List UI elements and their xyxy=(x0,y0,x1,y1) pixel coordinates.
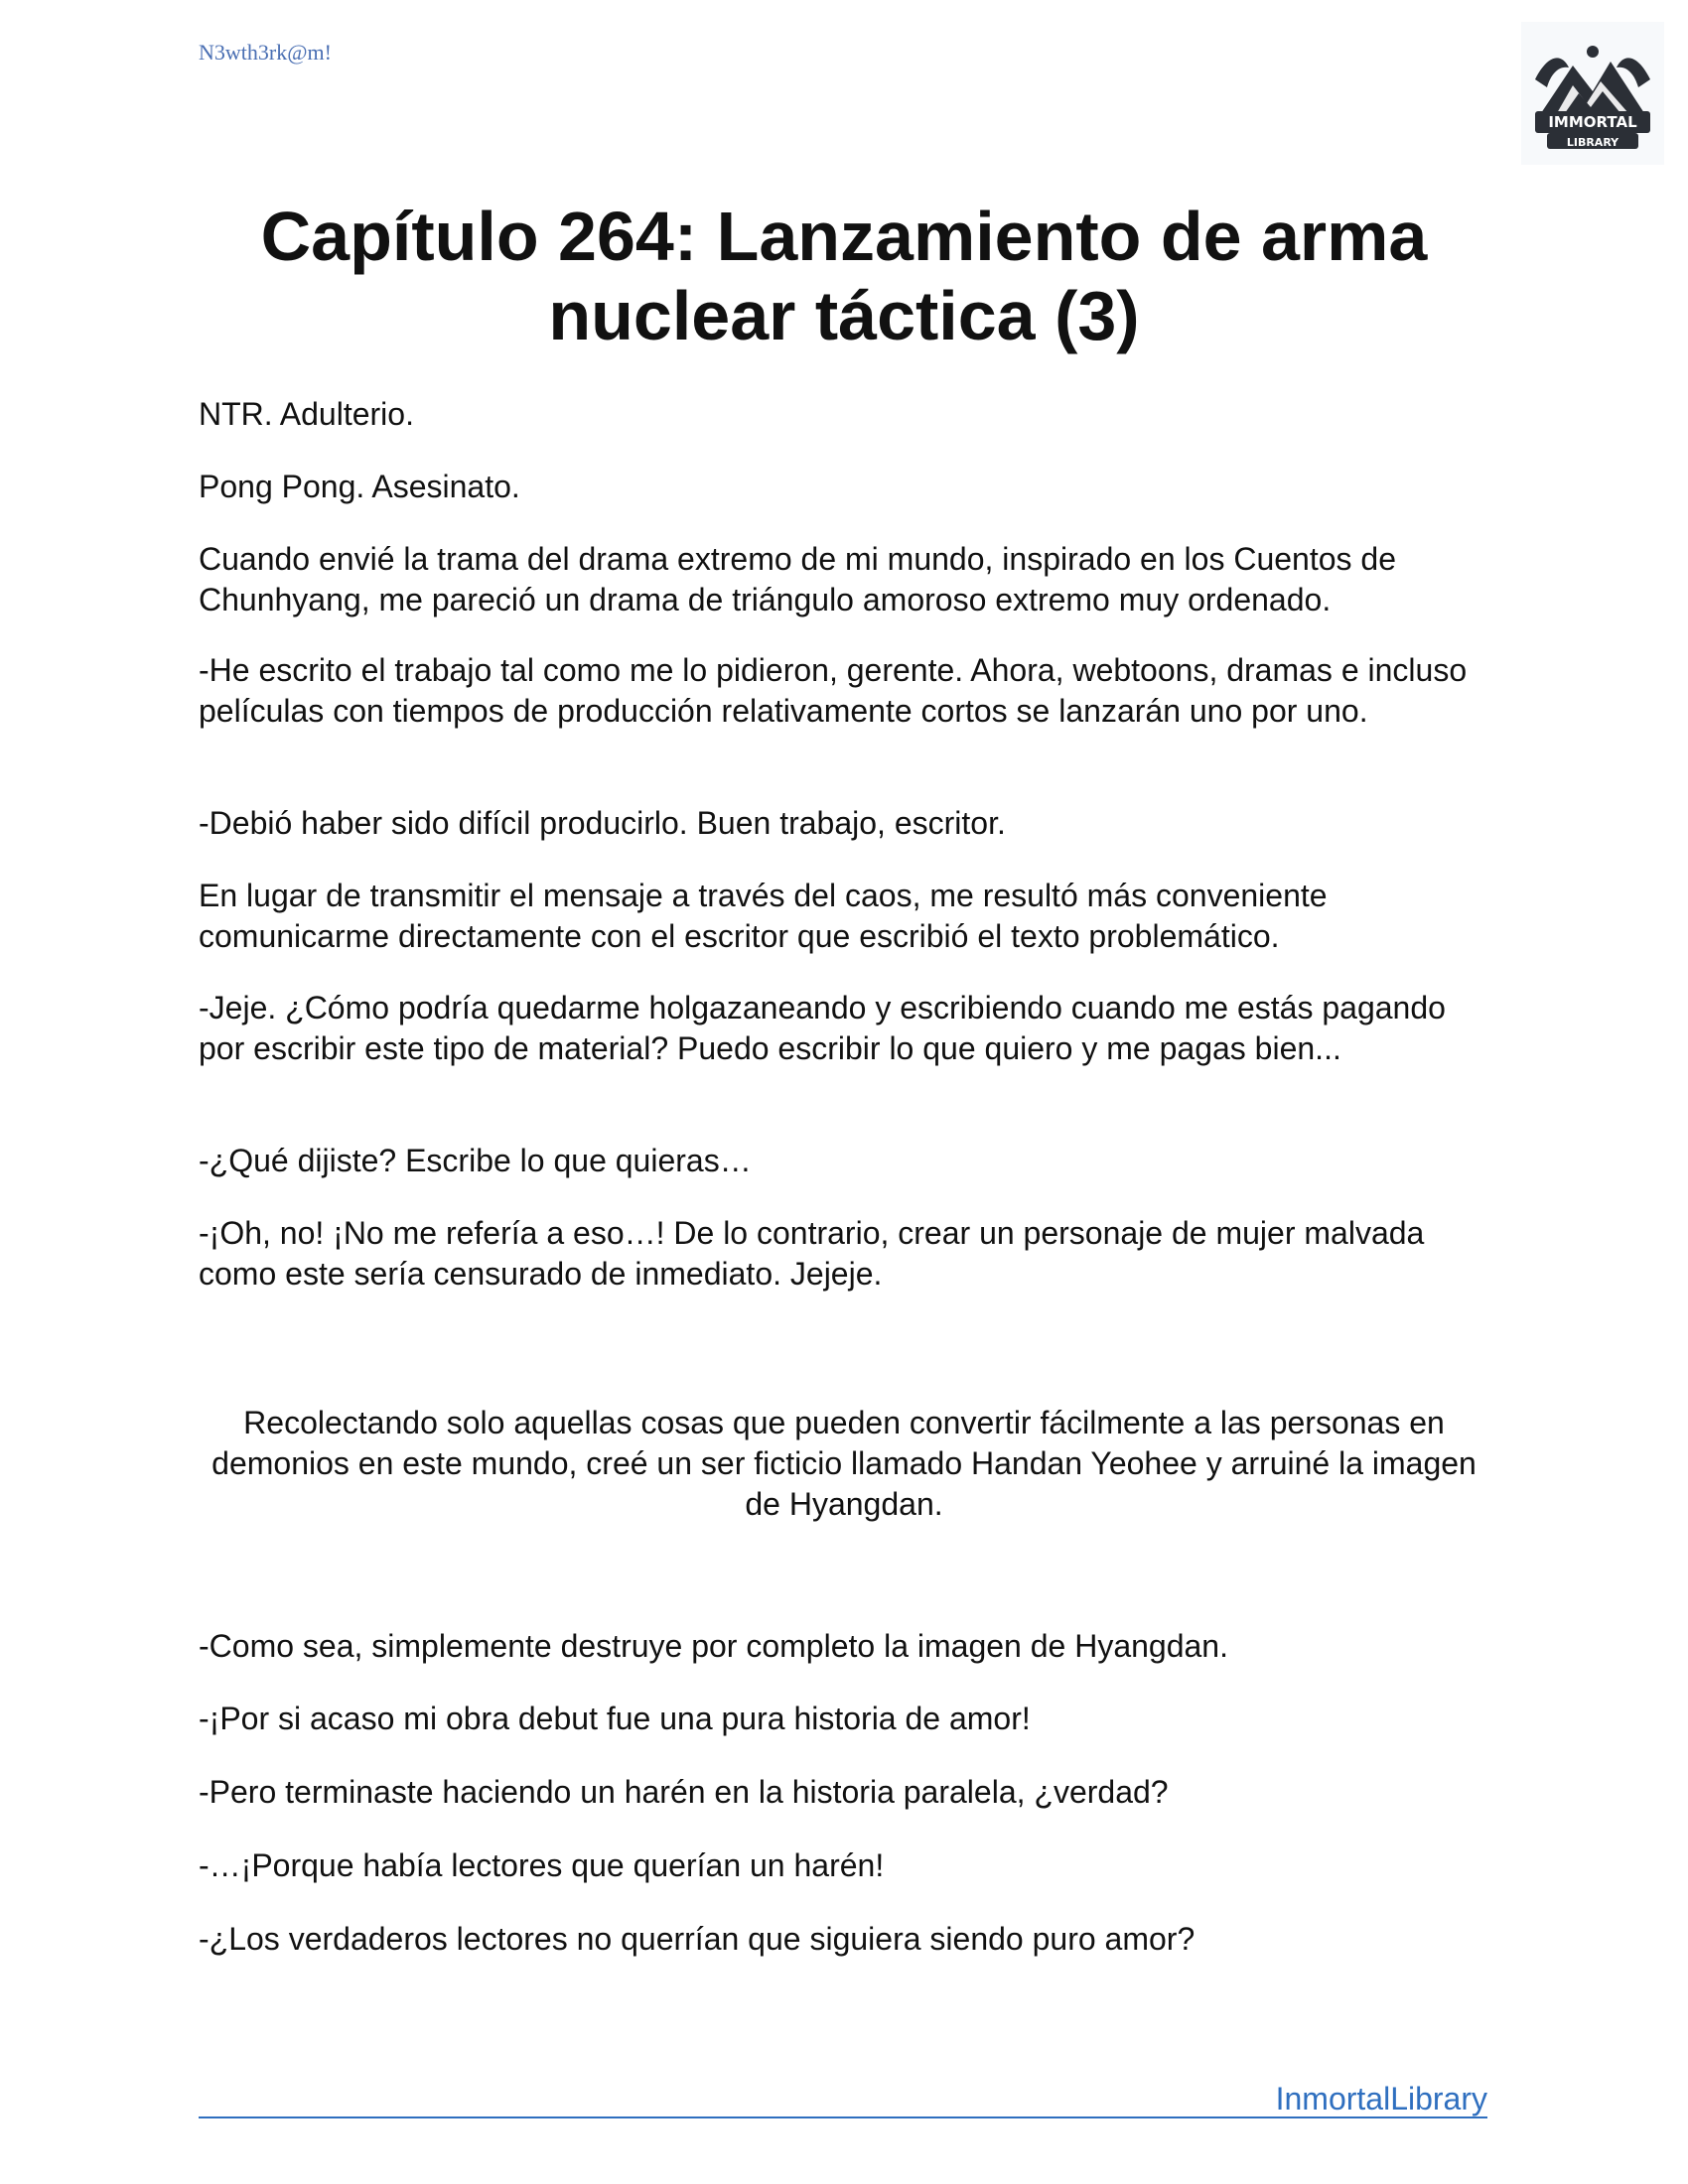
centered-paragraph: Recolectando solo aquellas cosas que pueden convertir fácilmente a las personas en demonios en este mundo, creé un ser ficticio llamado Handan Yeohee y arruiné la imagen de Hyangdan. xyxy=(211,1405,1477,1522)
paragraph-10: -Como sea, simplemente destruye por completo la imagen de Hyangdan. xyxy=(199,1628,1228,1664)
immortal-library-logo xyxy=(1521,22,1664,165)
paragraph-2: Pong Pong. Asesinato. xyxy=(199,469,520,504)
paragraph-3: Cuando envié la trama del drama extremo de mi mundo, inspirado en los Cuentos de Chunhyang, me pareció un drama de triángulo amoroso extremo muy ordenado. xyxy=(199,541,1396,617)
paragraph-14: -¿Los verdaderos lectores no querrían que siguiera siendo puro amor? xyxy=(199,1921,1196,1957)
paragraph-11: -¡Por si acaso mi obra debut fue una pura historia de amor! xyxy=(199,1701,1031,1736)
paragraph-5: -Debió haber sido difícil producirlo. Buen trabajo, escritor. xyxy=(199,805,1006,841)
paragraph-13: -…¡Porque había lectores que querían un harén! xyxy=(199,1847,885,1883)
paragraph-12: -Pero terminaste haciendo un harén en la historia paralela, ¿verdad? xyxy=(199,1774,1169,1810)
paragraph-7: -Jeje. ¿Cómo podría quedarme holgazaneando y escribiendo cuando me estás pagando por escribir este tipo de material? Puedo escribir lo que quiero y me pagas bien... xyxy=(199,990,1446,1066)
paragraph-6: En lugar de transmitir el mensaje a través del caos, me resultó más conveniente comunicarme directamente con el escritor que escribió el texto problemático. xyxy=(199,878,1328,954)
paragraph-9: -¡Oh, no! ¡No me refería a eso…! De lo contrario, crear un personaje de mujer malvada como este sería censurado de inmediato. Jejeje. xyxy=(199,1215,1425,1292)
title-line-2: nuclear táctica (3) xyxy=(548,277,1140,354)
footer-link[interactable]: InmortalLibrary xyxy=(1275,2081,1487,2116)
page-title xyxy=(199,197,1489,355)
logo-text-bottom: LIBRARY xyxy=(1566,136,1619,149)
paragraph-1: NTR. Adulterio. xyxy=(199,396,414,432)
title-line-1: Capítulo 264: Lanzamiento de arma xyxy=(260,198,1428,275)
paragraph-8: -¿Qué dijiste? Escribe lo que quieras… xyxy=(199,1143,752,1178)
logo-text-top: IMMORTAL xyxy=(1548,113,1637,131)
header-id-text: N3wth3rk@m! xyxy=(199,40,332,65)
paragraph-4: -He escrito el trabajo tal como me lo pidieron, gerente. Ahora, webtoons, dramas e incluso películas con tiempos de producción relativamente cortos se lanzarán uno por uno. xyxy=(199,652,1468,729)
